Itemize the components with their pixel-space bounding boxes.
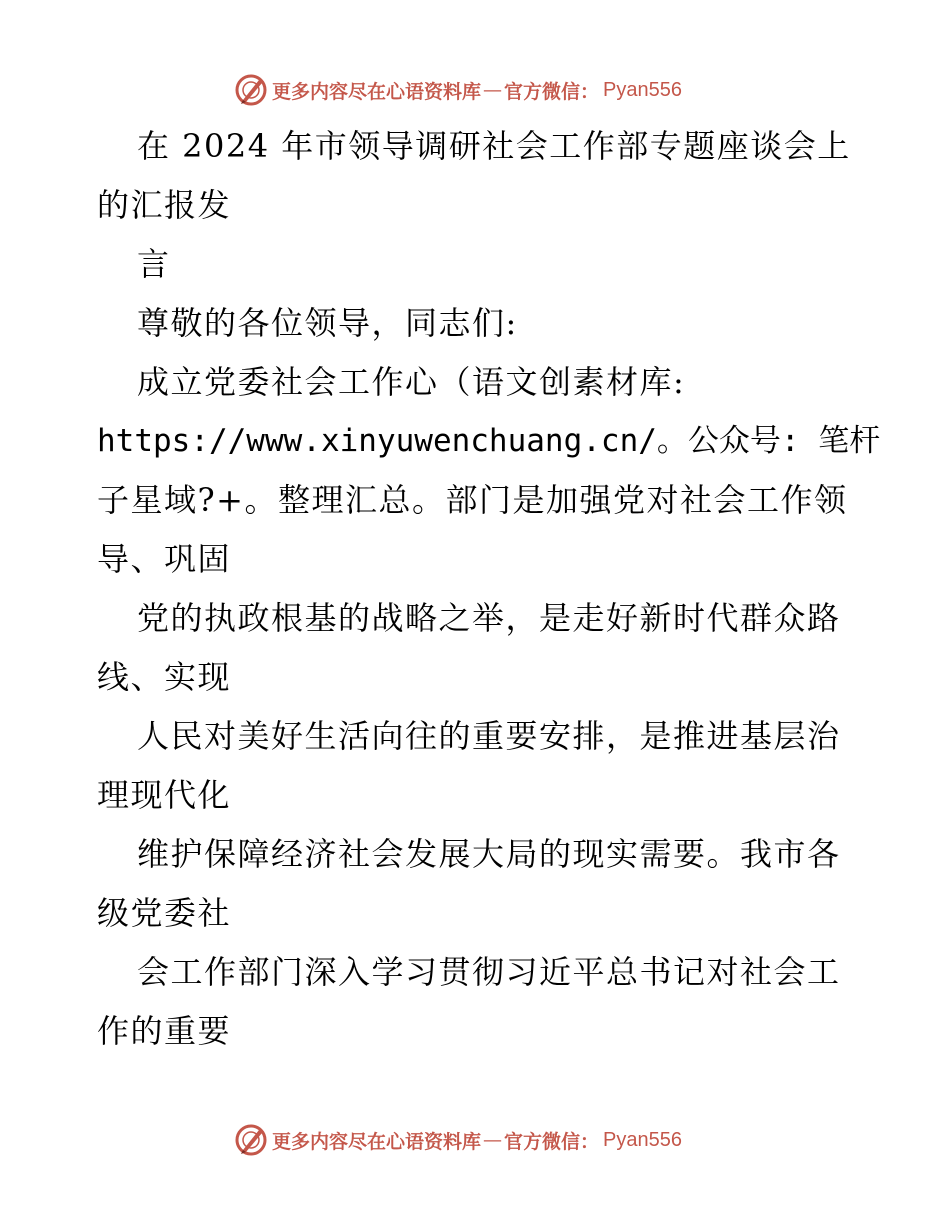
banner-dash: — bbox=[483, 1129, 503, 1151]
doc-line: 维护保障经济社会发展大局的现实需要。我市各 bbox=[137, 835, 841, 873]
doc-line: 作的重要 bbox=[97, 1012, 232, 1050]
doc-line: 线、实现 bbox=[97, 658, 232, 696]
header-banner bbox=[234, 72, 682, 108]
doc-line: 的汇报发 bbox=[97, 186, 232, 224]
document-body bbox=[97, 117, 881, 1061]
banner-wechat-id: Pyan556 bbox=[603, 78, 682, 101]
doc-line: 成立党委社会工作心（语文创素材库: bbox=[137, 363, 686, 401]
footer-banner bbox=[234, 1122, 682, 1158]
doc-line: 会工作部门深入学习贯彻习近平总书记对社会工 bbox=[137, 953, 841, 991]
doc-line: 人民对美好生活向往的重要安排，是推进基层治 bbox=[137, 717, 841, 755]
banner-wechat-id: Pyan556 bbox=[603, 1128, 682, 1151]
banner-wechat-label: 官方微信： bbox=[504, 80, 600, 103]
pen-logo-icon bbox=[234, 1123, 268, 1157]
doc-line: https://www.xinyuwenchuang.cn/。公众号: 笔杆 bbox=[97, 423, 881, 459]
doc-line: 党的执政根基的战略之举，是走好新时代群众路 bbox=[137, 599, 841, 637]
doc-line: 级党委社 bbox=[97, 894, 232, 932]
banner-site-text: 更多内容尽在心语资料库 bbox=[272, 80, 482, 103]
doc-line: 尊敬的各位领导，同志们: bbox=[137, 304, 518, 342]
doc-line: 在 2024 年市领导调研社会工作部专题座谈会上 bbox=[137, 127, 851, 165]
banner-wechat-label: 官方微信： bbox=[504, 1130, 600, 1153]
doc-line: 言 bbox=[137, 245, 171, 283]
banner-dash: — bbox=[483, 79, 503, 101]
doc-line: 理现代化 bbox=[97, 776, 232, 814]
banner-site-text: 更多内容尽在心语资料库 bbox=[272, 1130, 482, 1153]
doc-line: 子星域?+。整理汇总。部门是加强党对社会工作领 bbox=[97, 481, 848, 519]
doc-line: 导、巩固 bbox=[97, 540, 232, 578]
pen-logo-icon bbox=[234, 73, 268, 107]
